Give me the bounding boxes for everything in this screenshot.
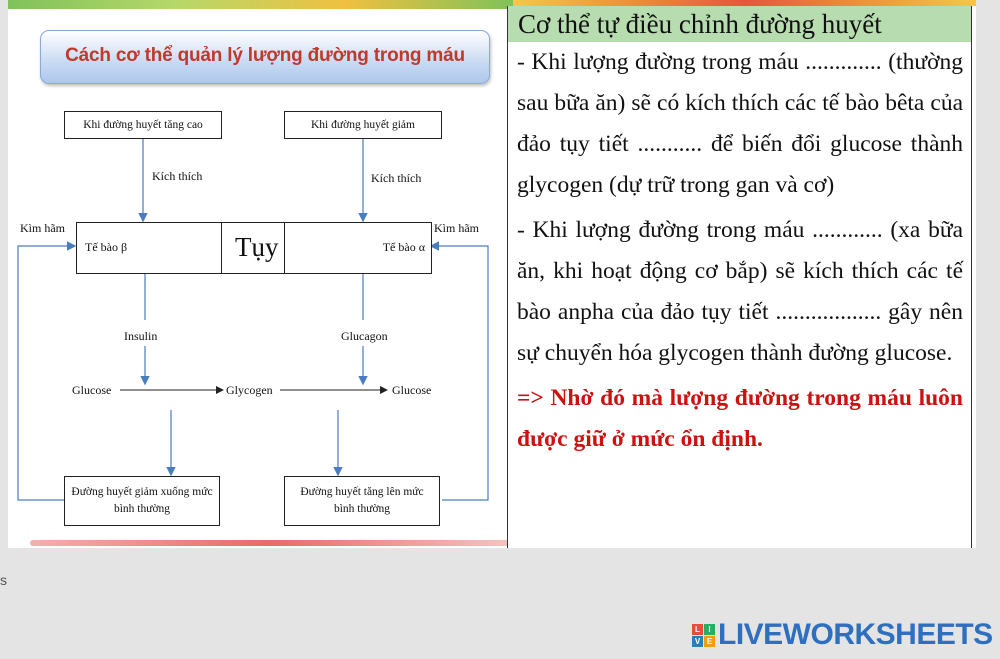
diagram-title: Cách cơ thể quản lý lượng đường trong máu (65, 44, 465, 66)
paragraph-high-sugar: - Khi lượng đường trong máu ............. (thường sau bữa ăn) sẽ có kích thích các tế bào bêta của đảo tụy tiết ........... để biến đổi glucose thành glycogen (dự trữ trong gan và cơ) (517, 49, 963, 198)
box-blood-sugar-high-label: Khi đường huyết tăng cao (83, 119, 203, 131)
text-panel-title: Cơ thể tự điều chỉnh đường huyết (508, 6, 971, 42)
logo-tile-4: E (704, 636, 715, 647)
label-glucagon: Glucagon (341, 329, 388, 343)
box-result-high-label: Đường huyết tăng lên mức bình thường (300, 486, 424, 515)
logo-tile-2: I (704, 624, 715, 635)
box-blood-sugar-high (64, 111, 222, 139)
label-inhibit-left: Kìm hãm (20, 221, 65, 235)
label-glucose-left: Glucose (72, 383, 112, 397)
diagram-panel (8, 0, 508, 548)
box-result-low (64, 476, 220, 526)
paragraph-conclusion: => Nhờ đó mà lượng đường trong máu luôn được giữ ở mức ổn định. (517, 385, 963, 452)
box-result-low-label: Đường huyết giảm xuống mức bình thường (71, 486, 213, 515)
logo-tile-3: V (692, 636, 703, 647)
brand-name: LIVEWORKSHEETS (718, 618, 993, 651)
logo-tiles-icon (692, 624, 715, 647)
label-inhibit-right: Kìm hãm (434, 221, 479, 235)
stray-text: s (0, 572, 7, 588)
feedback-left (18, 246, 74, 500)
pancreas-label: Tụy (235, 232, 279, 262)
pancreas-divider-right (284, 223, 285, 273)
slide (8, 0, 976, 548)
box-blood-sugar-low-label: Khi đường huyết giảm (311, 119, 415, 131)
label-stimulate-right: Kích thích (371, 171, 422, 185)
text-panel (507, 6, 972, 548)
text-panel-body (508, 42, 971, 460)
label-glucose-right: Glucose (392, 383, 432, 397)
pancreas-box (76, 222, 432, 274)
pancreas-divider-left (221, 223, 222, 273)
label-insulin: Insulin (124, 329, 158, 343)
logo-tile-1: L (692, 624, 703, 635)
feedback-right (432, 246, 488, 500)
label-stimulate-left: Kích thích (152, 169, 203, 183)
box-blood-sugar-low (284, 111, 442, 139)
beta-cell-label: Tế bào β (85, 240, 128, 254)
box-result-high (284, 476, 440, 526)
alpha-cell-label: Tế bào α (382, 240, 425, 254)
paragraph-low-sugar: - Khi lượng đường trong máu ............ (xa bữa ăn, khi hoạt động cơ bắp) sẽ kích thích các tế bào anpha của đảo tụy tiết .................. gây nên sự chuyển hóa glycogen thành đường glucose. (517, 217, 963, 366)
label-glycogen: Glycogen (226, 383, 273, 397)
liveworksheets-logo[interactable] (692, 618, 993, 652)
diagram-arrows (8, 0, 508, 548)
